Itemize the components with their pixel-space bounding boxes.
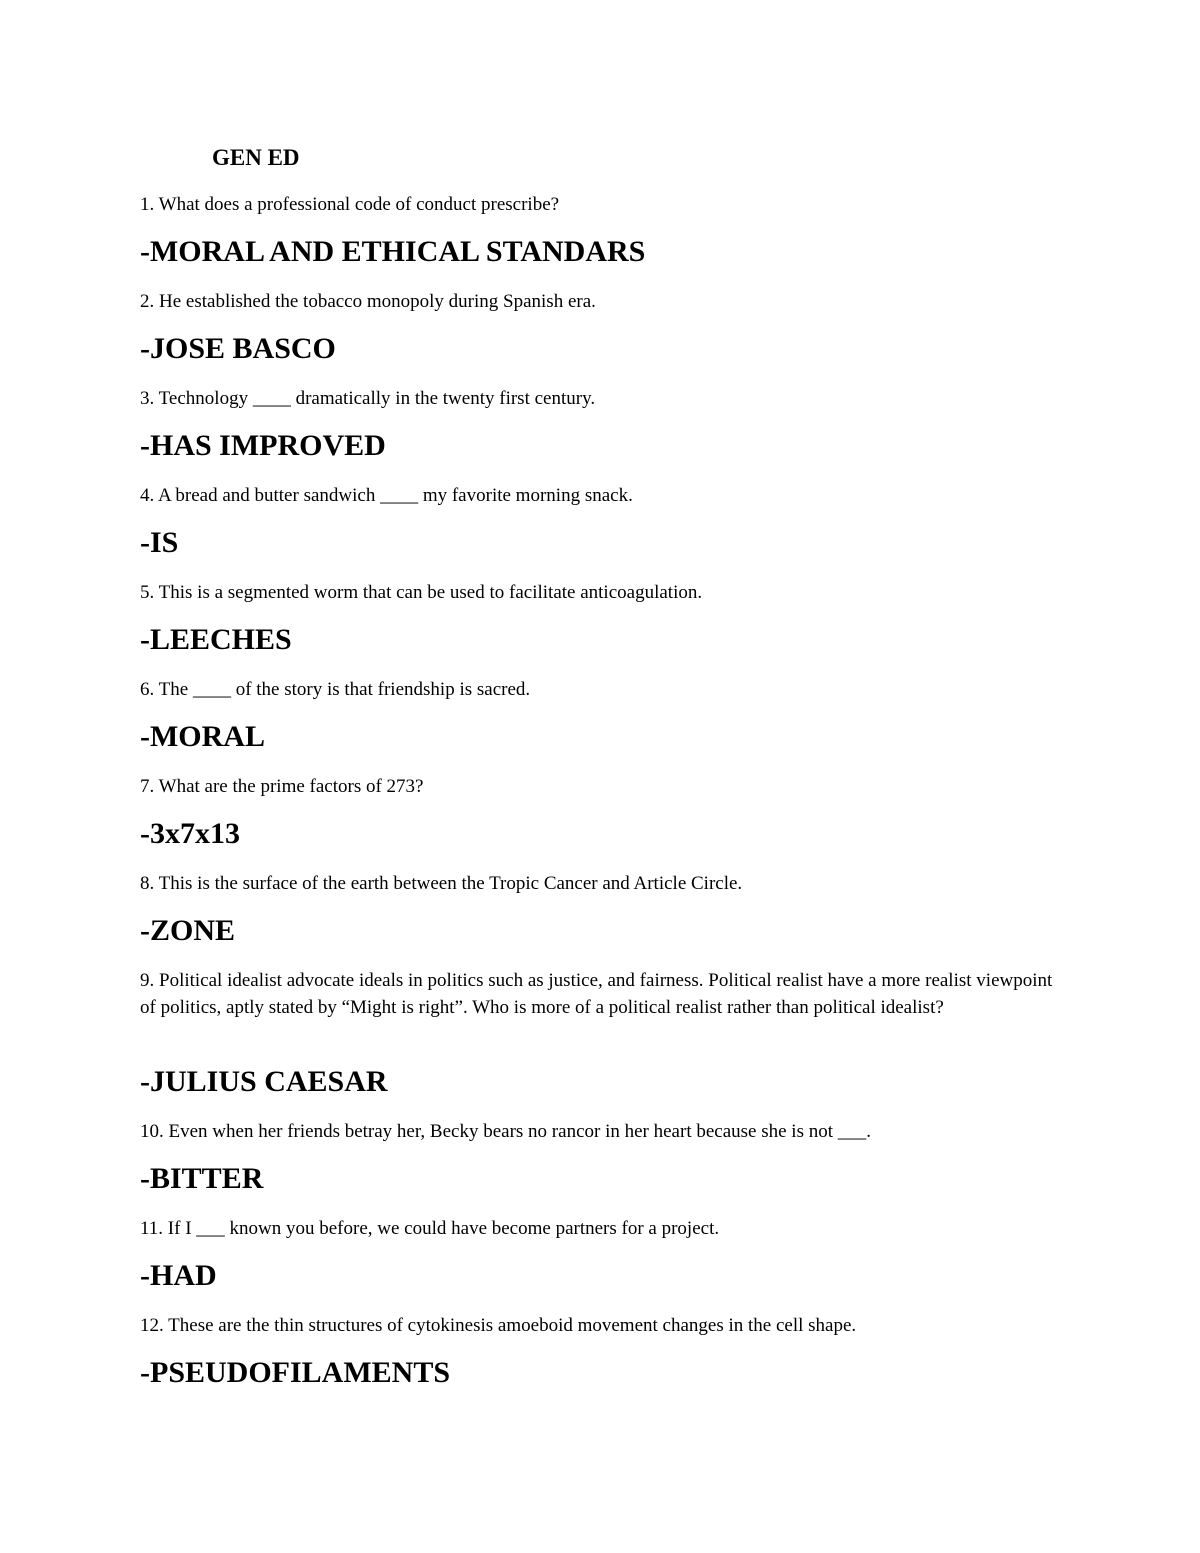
question-10: 10. Even when her friends betray her, Becky bears no rancor in her heart because she is not ___. — [140, 1121, 871, 1142]
answer-8: -ZONE — [140, 914, 236, 947]
answer-6: -MORAL — [140, 720, 265, 753]
answer-1: -MORAL AND ETHICAL STANDARS — [140, 235, 646, 268]
question-3: 3. Technology ____ dramatically in the twenty first century. — [140, 388, 596, 409]
answer-7: -3x7x13 — [140, 817, 240, 850]
answer-5: -LEECHES — [140, 623, 292, 656]
question-7: 7. What are the prime factors of 273? — [140, 776, 424, 797]
answer-2: -JOSE BASCO — [140, 332, 336, 365]
answer-12: -PSEUDOFILAMENTS — [140, 1356, 451, 1389]
answer-9: -JULIUS CAESAR — [140, 1065, 388, 1098]
answer-4: -IS — [140, 526, 179, 559]
question-8: 8. This is the surface of the earth between the Tropic Cancer and Article Circle. — [140, 873, 743, 894]
question-1: 1. What does a professional code of conduct prescribe? — [140, 194, 560, 215]
answer-10: -BITTER — [140, 1162, 264, 1195]
answer-3: -HAS IMPROVED — [140, 429, 386, 462]
question-4: 4. A bread and butter sandwich ____ my favorite morning snack. — [140, 485, 633, 506]
question-5: 5. This is a segmented worm that can be used to facilitate anticoagulation. — [140, 582, 703, 603]
question-2: 2. He established the tobacco monopoly during Spanish era. — [140, 291, 596, 312]
question-11: 11. If I ___ known you before, we could have become partners for a project. — [140, 1218, 720, 1239]
document-title: GEN ED — [212, 145, 300, 170]
question-6: 6. The ____ of the story is that friendship is sacred. — [140, 679, 531, 700]
answer-11: -HAD — [140, 1259, 217, 1292]
question-9: 9. Political idealist advocate ideals in politics such as justice, and fairness. Political realist have a more realist viewpoint of politics, aptly stated by “Might is right”. Who is more of a political realist rather than political idealist? — [140, 970, 1053, 1018]
question-12: 12. These are the thin structures of cytokinesis amoeboid movement changes in the cell shape. — [140, 1315, 857, 1336]
